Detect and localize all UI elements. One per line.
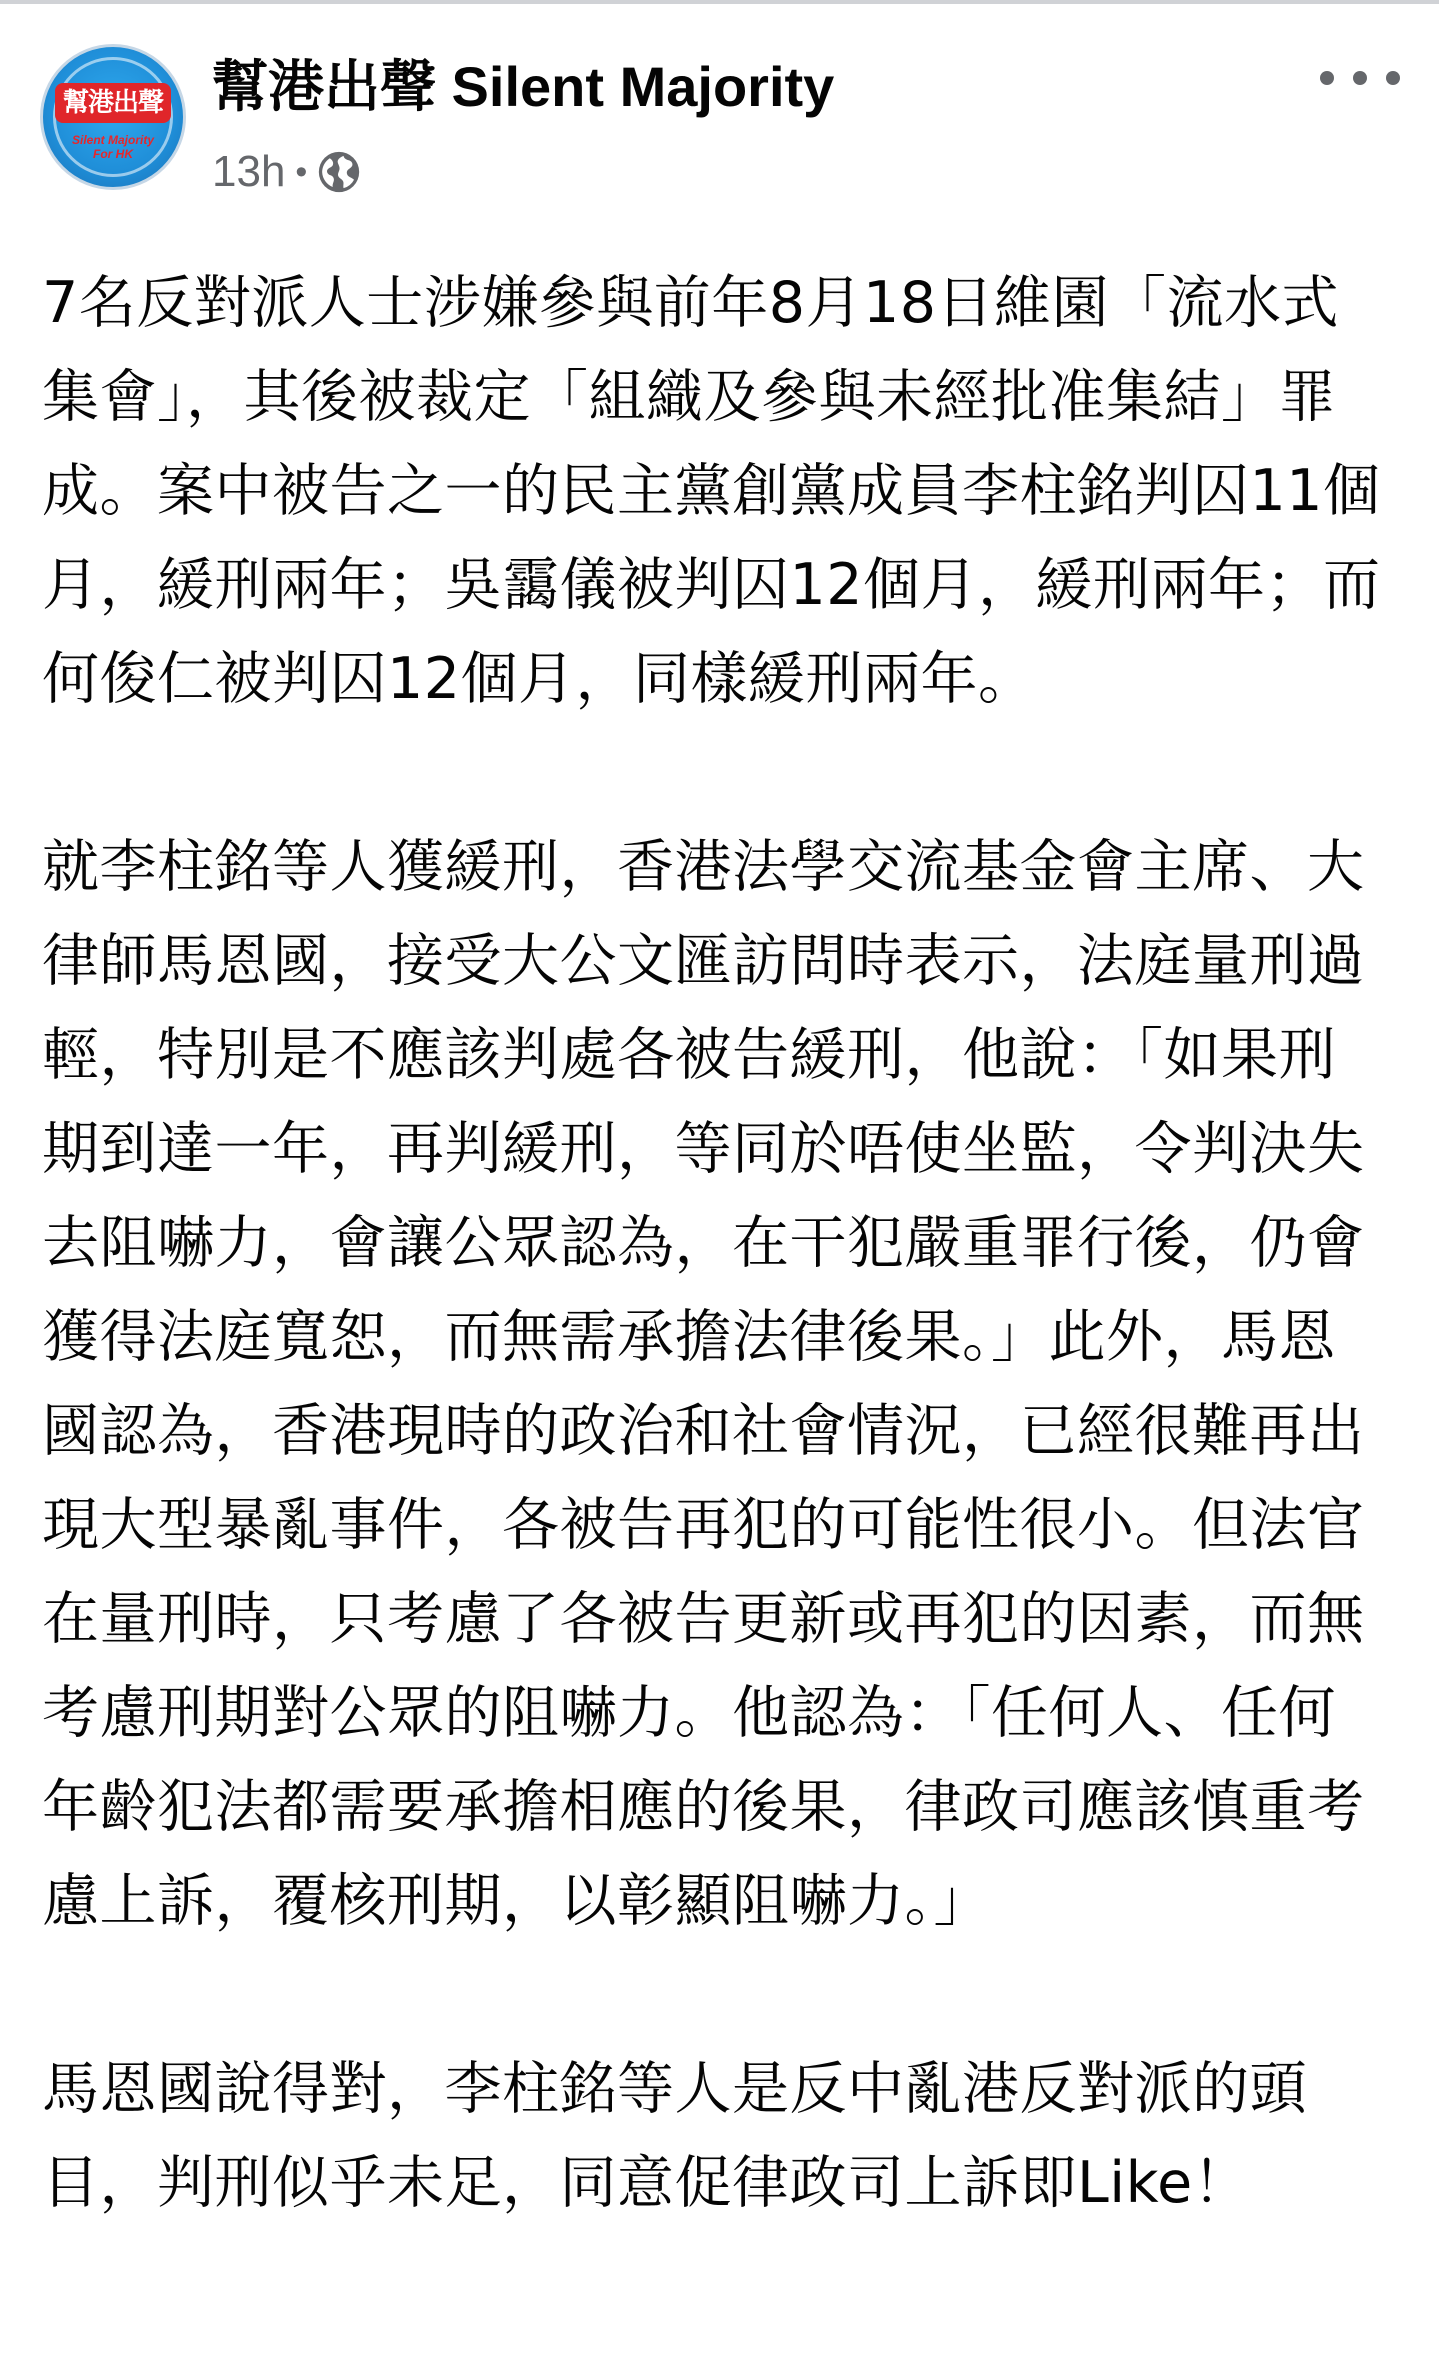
- page-name-link[interactable]: 幫港出聲 Silent Majority: [212, 55, 835, 118]
- post-paragraph-3: 馬恩國說得對，李柱銘等人是反中亂港反對派的頭目，判刑似乎未足，同意促律政司上訴即Like！: [42, 2056, 1307, 2216]
- page-avatar[interactable]: [40, 44, 186, 190]
- post-paragraph-1: 7名反對派人士涉嫌參與前年8月18日維園「流水式集會」，其後被裁定「組織及參與未經批准集結」罪成。案中被告之一的民主黨創黨成員李柱銘判囚11個月，緩刑兩年；吳靄儀被判囚12個月，緩刑兩年；而何俊仁被判囚12個月，同樣緩刑兩年。: [42, 270, 1381, 712]
- avatar-subtitle: [43, 133, 183, 161]
- post-paragraph-2: 就李柱銘等人獲緩刑，香港法學交流基金會主席、大律師馬恩國，接受大公文匯訪問時表示，法庭量刑過輕，特別是不應該判處各被告緩刑，他說：「如果刑期到達一年，再判緩刑，等同於唔使坐監，令判決失去阻嚇力，會讓公眾認為，在干犯嚴重罪行後，仍會獲得法庭寬恕，而無需承擔法律後果。」此外，馬恩國認為，香港現時的政治和社會情況，已經很難再出現大型暴亂事件，各被告再犯的可能性很小。但法官在量刑時，只考慮了各被告更新或再犯的因素，而無考慮刑期對公眾的阻嚇力。他認為：「任何人、任何年齡犯法都需要承擔相應的後果，律政司應該慎重考慮上訴，覆核刑期，以彰顯阻嚇力。」: [42, 834, 1365, 1934]
- more-options-icon: [1320, 71, 1334, 85]
- more-options-button[interactable]: [1320, 58, 1400, 98]
- meta-separator: •: [295, 152, 308, 191]
- more-options-dot: [1353, 71, 1367, 85]
- post-header: [40, 44, 1400, 214]
- avatar-subtitle-line2: For HK: [93, 147, 133, 161]
- post-timestamp[interactable]: 13h: [212, 147, 286, 196]
- avatar-subtitle-line1: Silent Majority: [71, 133, 154, 147]
- more-options-dot: [1386, 71, 1400, 85]
- post-body: [42, 256, 1382, 2230]
- top-divider: [0, 0, 1439, 4]
- globe-icon[interactable]: [317, 150, 361, 194]
- post-meta: [212, 144, 361, 200]
- avatar-logo-text: 幫港出聲: [55, 83, 171, 123]
